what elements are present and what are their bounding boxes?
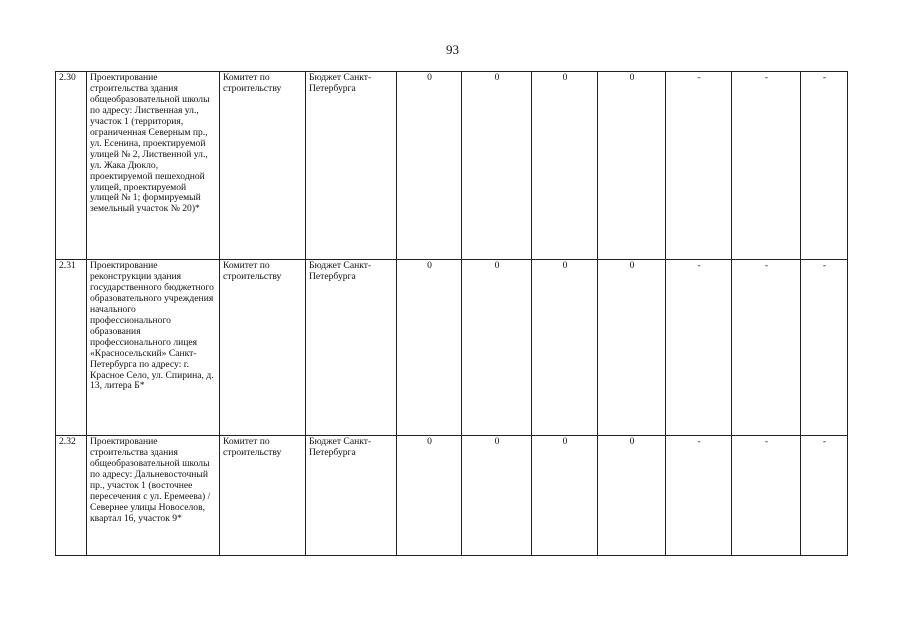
row-value: 0 bbox=[598, 260, 666, 436]
row-value: - bbox=[666, 260, 732, 436]
table-row bbox=[56, 72, 848, 260]
page-number: 93 bbox=[446, 42, 459, 57]
row-executor: Комитет по строительству bbox=[220, 72, 306, 260]
row-value: - bbox=[732, 72, 801, 260]
row-number: 2.30 bbox=[56, 72, 87, 260]
row-number: 2.32 bbox=[56, 436, 87, 556]
row-executor: Комитет по строительству bbox=[220, 436, 306, 556]
table-row bbox=[56, 260, 848, 436]
row-value: 0 bbox=[598, 72, 666, 260]
row-value: 0 bbox=[532, 260, 598, 436]
row-value: - bbox=[801, 260, 848, 436]
row-description: Проектирование строительства здания общеобразовательной школы по адресу: Дальневосточный пр., участок 1 (восточнее пересечения с ул. Еремеева) / Севернее улицы Новоселов, квартал 16, участок 9* bbox=[87, 436, 220, 556]
table-row bbox=[56, 436, 848, 556]
row-funding-source: Бюджет Санкт-Петербурга bbox=[306, 260, 397, 436]
row-executor: Комитет по строительству bbox=[220, 260, 306, 436]
row-value: 0 bbox=[397, 436, 462, 556]
row-description: Проектирование реконструкции здания государственного бюджетного образовательного учреждения начального профессионального образования профессионального лицея «Красносельский» Санкт-Петербурга по адресу: г. Красное Село, ул. Спирина, д. 13, литера Б* bbox=[87, 260, 220, 436]
row-value: - bbox=[801, 436, 848, 556]
program-table bbox=[55, 71, 848, 556]
row-value: - bbox=[666, 436, 732, 556]
row-value: 0 bbox=[532, 436, 598, 556]
row-value: - bbox=[732, 260, 801, 436]
row-number: 2.31 bbox=[56, 260, 87, 436]
row-value: 0 bbox=[397, 72, 462, 260]
row-value: 0 bbox=[462, 72, 532, 260]
row-funding-source: Бюджет Санкт-Петербурга bbox=[306, 436, 397, 556]
row-funding-source: Бюджет Санкт-Петербурга bbox=[306, 72, 397, 260]
row-value: - bbox=[666, 72, 732, 260]
row-value: 0 bbox=[462, 260, 532, 436]
row-value: 0 bbox=[598, 436, 666, 556]
row-value: 0 bbox=[462, 436, 532, 556]
row-value: 0 bbox=[397, 260, 462, 436]
row-value: - bbox=[732, 436, 801, 556]
row-value: 0 bbox=[532, 72, 598, 260]
row-description: Проектирование строительства здания общеобразовательной школы по адресу: Лиственная ул., участок 1 (территория, ограниченная Северным пр., ул. Есенина, проектируемой улицей № 2, Лиственной ул., ул. Жака Дюкло, проектируемой пешеходной улицей, проектируемой улицей № 1; формируемый земельный участок № 20)* bbox=[87, 72, 220, 260]
row-value: - bbox=[801, 72, 848, 260]
